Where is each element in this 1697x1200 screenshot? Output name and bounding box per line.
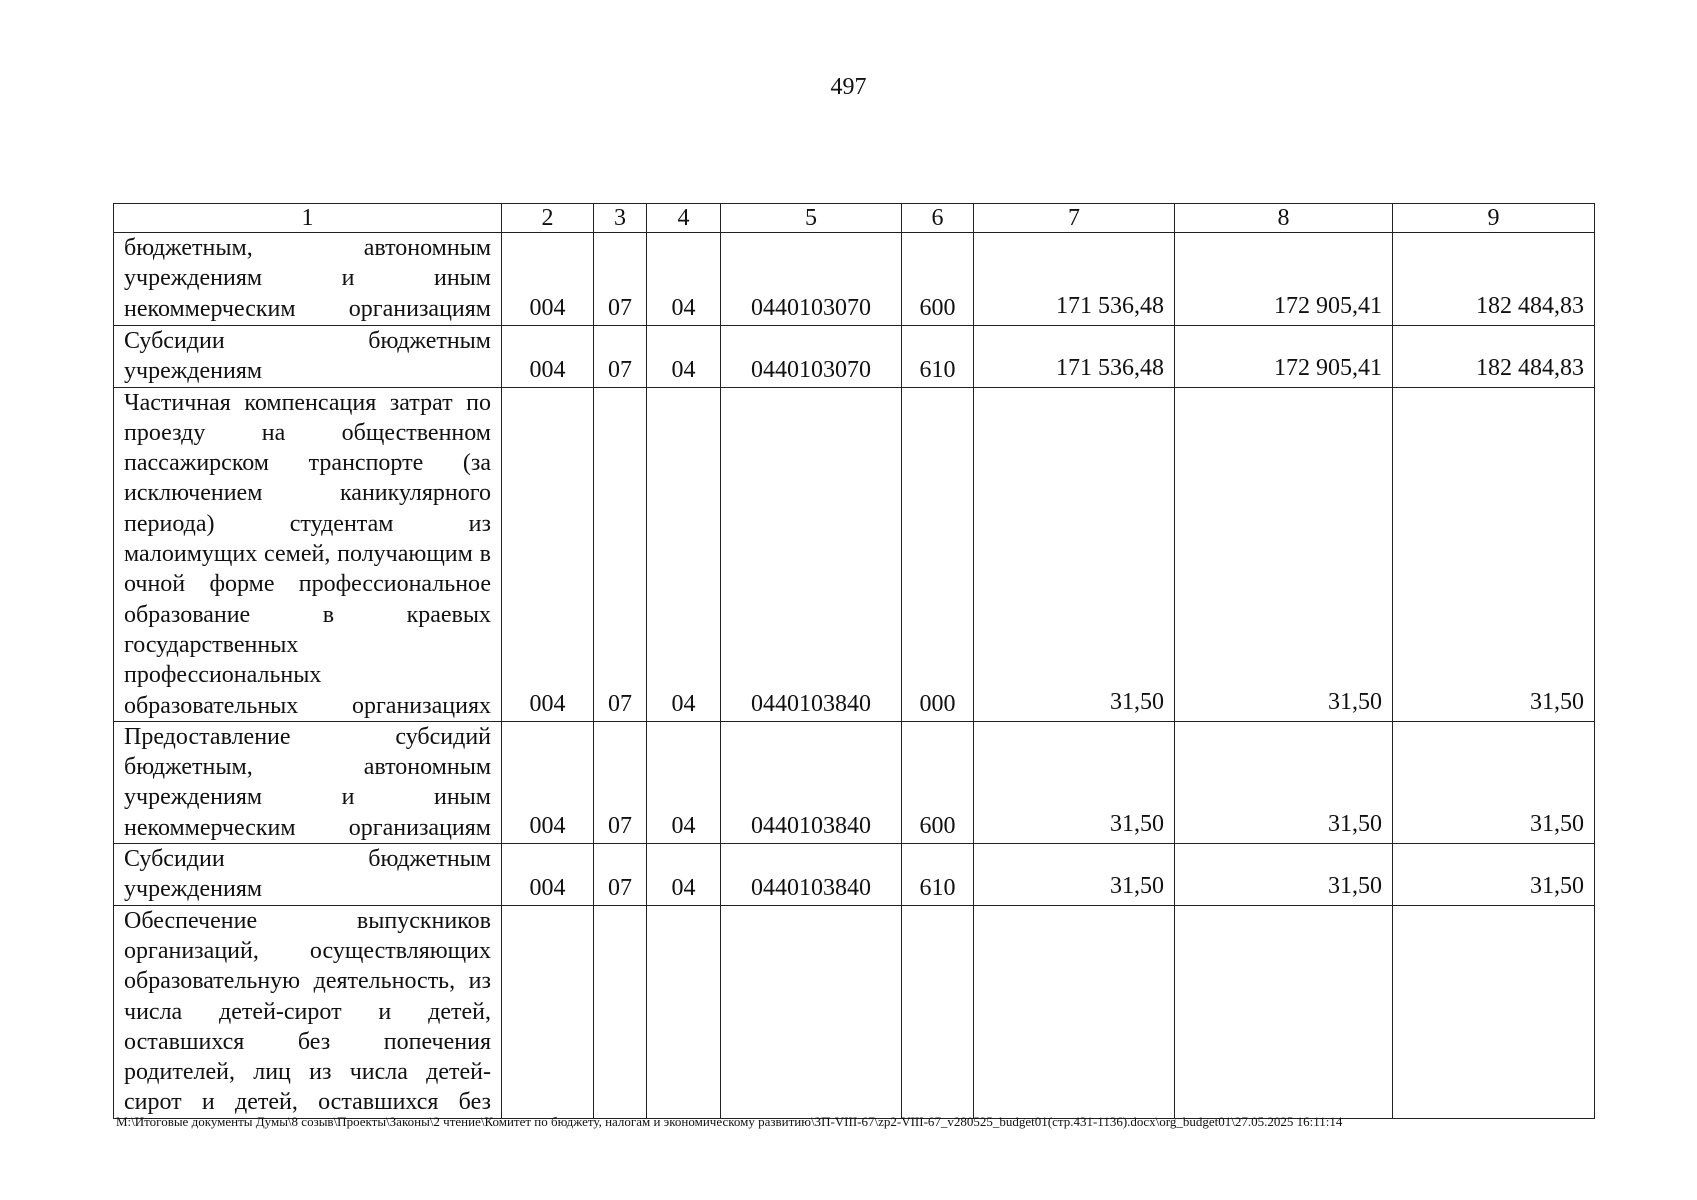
page-number: 497 bbox=[830, 74, 867, 100]
cell-amount-year2: 31,50 bbox=[1175, 721, 1393, 843]
cell-subsection: 04 bbox=[647, 721, 721, 843]
table-row bbox=[114, 844, 1595, 906]
cell-amount-year1: 171 536,48 bbox=[974, 233, 1175, 326]
cell-ministry: 004 bbox=[502, 387, 594, 721]
cell-subsection: 04 bbox=[647, 233, 721, 326]
cell-amount-year2: 172 905,41 bbox=[1175, 233, 1393, 326]
cell-target-article: 0440103070 bbox=[721, 233, 902, 326]
cell-subsection: 04 bbox=[647, 844, 721, 906]
cell-amount-year1 bbox=[974, 905, 1175, 1118]
cell-target-article bbox=[721, 905, 902, 1118]
cell-amount-year1: 31,50 bbox=[974, 844, 1175, 906]
cell-target-article: 0440103840 bbox=[721, 387, 902, 721]
table-row bbox=[114, 387, 1595, 721]
cell-amount-year3: 31,50 bbox=[1393, 844, 1595, 906]
row-description: Субсидии бюджетным учреждениям bbox=[114, 326, 502, 388]
column-header: 4 bbox=[647, 204, 721, 233]
cell-subsection: 04 bbox=[647, 387, 721, 721]
cell-section: 07 bbox=[594, 844, 647, 906]
table-row bbox=[114, 233, 1595, 326]
cell-section: 07 bbox=[594, 387, 647, 721]
cell-expense-type: 610 bbox=[902, 844, 974, 906]
column-header: 6 bbox=[902, 204, 974, 233]
cell-section bbox=[594, 905, 647, 1118]
cell-amount-year1: 171 536,48 bbox=[974, 326, 1175, 388]
cell-ministry: 004 bbox=[502, 721, 594, 843]
table-row bbox=[114, 905, 1595, 1118]
cell-target-article: 0440103840 bbox=[721, 844, 902, 906]
cell-ministry: 004 bbox=[502, 326, 594, 388]
cell-subsection bbox=[647, 905, 721, 1118]
column-header: 8 bbox=[1175, 204, 1393, 233]
row-description: Субсидии бюджетным учреждениям bbox=[114, 844, 502, 906]
cell-amount-year3 bbox=[1393, 905, 1595, 1118]
cell-ministry: 004 bbox=[502, 844, 594, 906]
cell-amount-year2: 31,50 bbox=[1175, 387, 1393, 721]
cell-expense-type: 610 bbox=[902, 326, 974, 388]
column-header: 3 bbox=[594, 204, 647, 233]
column-header: 5 bbox=[721, 204, 902, 233]
row-description: бюджетным, автономным учреждениям и иным некоммерческим организациям bbox=[114, 233, 502, 326]
cell-section: 07 bbox=[594, 326, 647, 388]
cell-ministry: 004 bbox=[502, 233, 594, 326]
cell-amount-year3: 31,50 bbox=[1393, 387, 1595, 721]
cell-expense-type: 000 bbox=[902, 387, 974, 721]
cell-amount-year3: 182 484,83 bbox=[1393, 326, 1595, 388]
cell-amount-year2: 31,50 bbox=[1175, 844, 1393, 906]
table-header-row bbox=[114, 204, 1595, 233]
row-description: Предоставление субсидий бюджетным, автономным учреждениям и иным некоммерческим организациям bbox=[114, 721, 502, 843]
cell-amount-year3: 182 484,83 bbox=[1393, 233, 1595, 326]
cell-amount-year3: 31,50 bbox=[1393, 721, 1595, 843]
table-row bbox=[114, 326, 1595, 388]
column-header: 1 bbox=[114, 204, 502, 233]
cell-section: 07 bbox=[594, 233, 647, 326]
cell-ministry bbox=[502, 905, 594, 1118]
cell-amount-year2 bbox=[1175, 905, 1393, 1118]
cell-amount-year1: 31,50 bbox=[974, 387, 1175, 721]
column-header: 7 bbox=[974, 204, 1175, 233]
cell-target-article: 0440103840 bbox=[721, 721, 902, 843]
cell-target-article: 0440103070 bbox=[721, 326, 902, 388]
column-header: 9 bbox=[1393, 204, 1595, 233]
footer-file-path: M:\Итоговые документы Думы\8 созыв\Проекты\Законы\2 чтение\Комитет по бюджету, налогам и экономическому развитию\ЗП-VIII-67\zp2-VIII-67_v280525_budget01(стр.431-1136).docx\org_budget01\27.05.2025 16:11:14 bbox=[116, 1114, 1343, 1129]
budget-table bbox=[113, 203, 1595, 1119]
cell-amount-year2: 172 905,41 bbox=[1175, 326, 1393, 388]
cell-expense-type: 600 bbox=[902, 233, 974, 326]
cell-amount-year1: 31,50 bbox=[974, 721, 1175, 843]
row-description: Частичная компенсация затрат по проезду на общественном пассажирском транспорте (за исключением каникулярного периода) студентам из малоимущих семей, получающим в очной форме профессиональное образование в краевых государственных профессиональных образовательных организациях bbox=[114, 387, 502, 721]
cell-subsection: 04 bbox=[647, 326, 721, 388]
table-row bbox=[114, 721, 1595, 843]
cell-expense-type bbox=[902, 905, 974, 1118]
row-description: Обеспечение выпускников организаций, осуществляющих образовательную деятельность, из числа детей-сирот и детей, оставшихся без попечения родителей, лиц из числа детей-сирот и детей, оставшихся без bbox=[114, 905, 502, 1118]
column-header: 2 bbox=[502, 204, 594, 233]
cell-expense-type: 600 bbox=[902, 721, 974, 843]
cell-section: 07 bbox=[594, 721, 647, 843]
